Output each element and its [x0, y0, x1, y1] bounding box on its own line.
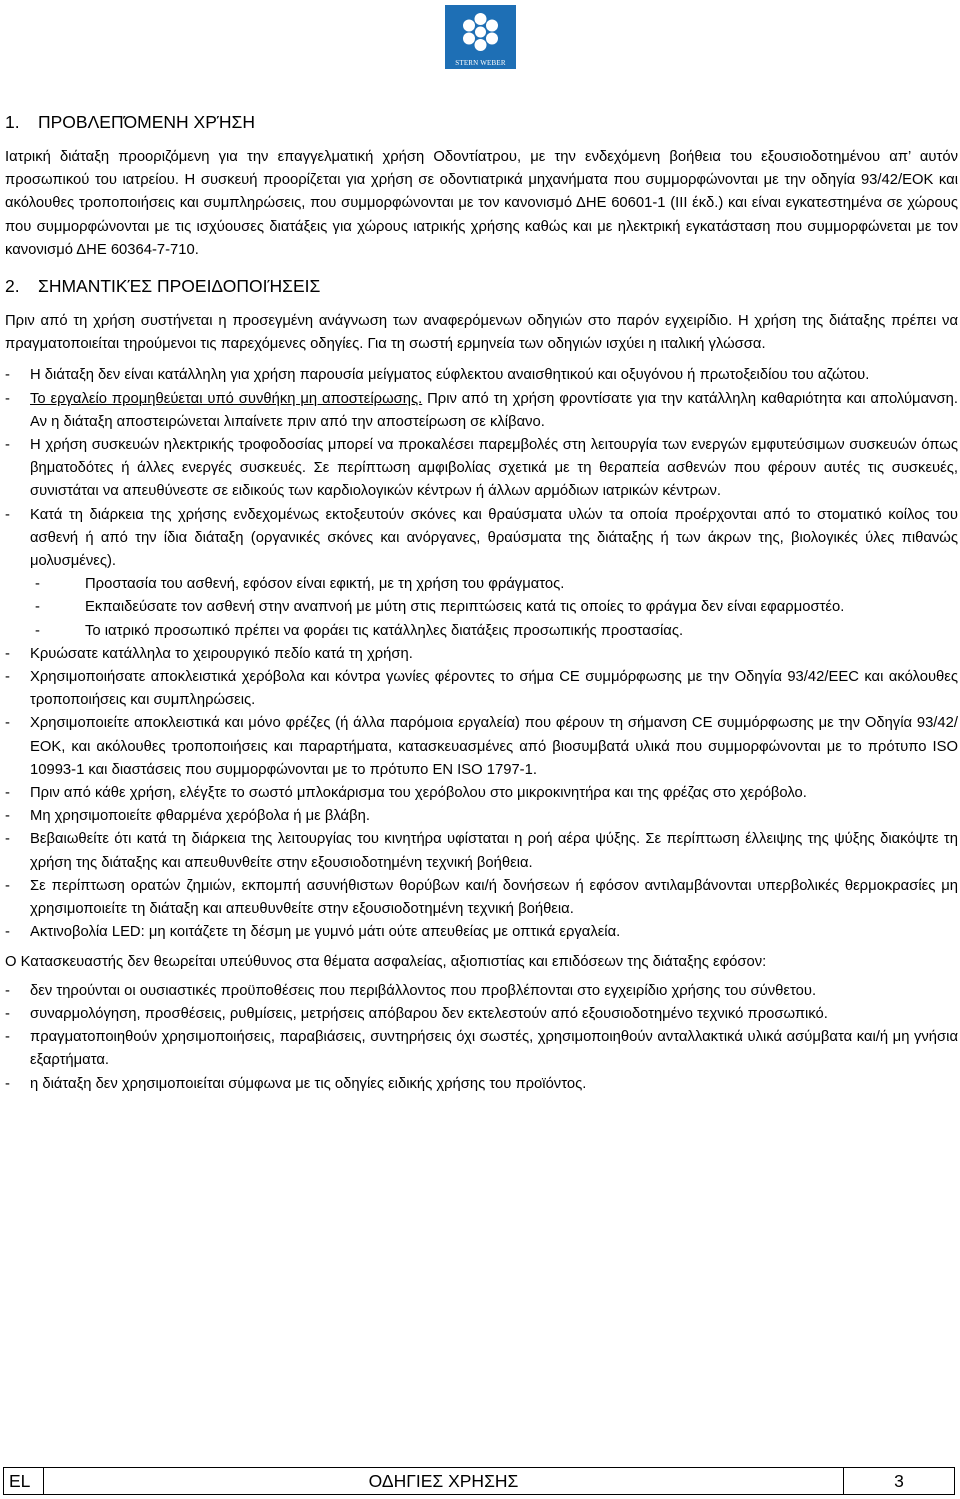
brand-name: STERN WEBER: [455, 59, 506, 67]
page-footer: [3, 1467, 955, 1495]
sub-list-item: - Προστασία του ασθενή, εφόσον είναι εφικτή, με τη χρήση του φράγματος.: [35, 576, 565, 593]
list-item: - Χρησιμοποιείτε αποκλειστικά και μόνο φρέζες (ή άλλα παρόμοια εργαλεία) που φέρουν τη σήμανση CE συμμόρφωσης με την Οδηγία 93/42/ΕΟΚ, και ακόλουθες τροποποιήσεις και παραρτήματα, κατασκευασμένες από βιοσυμβατά υλικά που συμμορφώνονται με το πρότυπο ISO 10993-1 και διαστάσεις που συμμορφώνονται με το πρότυπο EN ISO 1797-1.: [5, 715, 958, 778]
document-body: [5, 110, 958, 1096]
list-item: - δεν τηρούνται οι ουσιαστικές προϋποθέσεις που περιβάλλοντος που προβλέπονται στο εγχειρίδιο χρήσης του σύνθετου.: [5, 982, 817, 999]
list-item: - η διάταξη δεν χρησιμοποιείται σύμφωνα με τις οδηγίες ειδικής χρήσης του προϊόντος.: [5, 1075, 587, 1092]
list-item: - Χρησιμοποιήσατε αποκλειστικά χερόβολα και κόντρα γωνίες φέροντες το σήμα CE συμμόρφωσης με την Οδηγία 93/42/EEC και ακόλουθες τροποποιήσεις και συμπληρώσεις.: [5, 669, 958, 709]
list-item: - Πριν από κάθε χρήση, ελέγξτε το σωστό μπλοκάρισμα του χερόβολου στο μικροκινητήρα και της φρέζας στο χερόβολο.: [5, 785, 807, 802]
list-item: - Βεβαιωθείτε ότι κατά τη διάρκεια της λειτουργίας του κινητήρα υφίσταται η ροή αέρα ψύξης. Σε περίπτωση έλλειψης της ψύξης διακόψτε τη χρήση της διάταξης και απευθυνθείτε στην εξουσιοδοτημένη τεχνική βοήθεια.: [5, 831, 958, 871]
sub-list-item: - Εκπαιδεύσατε τον ασθενή στην αναπνοή με μύτη στις περιπτώσεις κατά τις οποίες το φράγμα δεν είναι εφαρμοστέο.: [35, 599, 845, 616]
footer-page-number: 3: [894, 1471, 904, 1491]
intended-use-paragraph: Ιατρική διάταξη προοριζόμενη για την επαγγελματική χρήση Οδοντίατρου, με την ενδεχόμενη βοήθεια του εξουσιοδοτημένου απ’ αυτόν προσωπικού του ιατρείου. Η συσκευή προορίζεται για χρήση σε οδοντιατρικά μηχανήματα που συμμορφώνονται με την οδηγία 93/42/ΕΟΚ και ακόλουθες τροποποιήσεις και συμπληρώσεις, που συμμορφώνονται με τον κανονισμό ΔΗΕ 60601-1 (III έκδ.) και είναι εγκατεστημένα σε χώρους που συμμορφώνονται με τις ισχύουσες διατάξεις για χώρους ιατρικής χρήσης καθώς και με ηλεκτρική εγκατάσταση που συμμορφώνεται με τον κανονισμό ΔΗΕ 60364-7-710.: [5, 149, 958, 258]
list-item: - Ακτινοβολία LED: μη κοιτάζετε τη δέσμη με γυμνό μάτι ούτε απευθείας με οπτικά εργαλεία.: [5, 924, 621, 941]
list-item: - συναρμολόγηση, προσθέσεις, ρυθμίσεις, μετρήσεις απόβαρου δεν εκτελεστούν από εξουσιοδοτημένο τεχνικό προσωπικό.: [5, 1005, 828, 1022]
list-item: - Κρυώσατε κατάλληλα το χειρουργικό πεδίο κατά τη χρήση.: [5, 645, 413, 662]
footer-title: ΟΔΗΓΙΕΣ ΧΡΗΣΗΣ: [44, 1468, 844, 1494]
stern-weber-flower-logo-icon: [445, 5, 516, 61]
brand-logo: [445, 5, 516, 69]
liability-intro-paragraph: Ο Κατασκευαστής δεν θεωρείται υπεύθυνος στα θέματα ασφαλείας, αξιοπιστίας και επιδόσεων της διάταξης εφόσον:: [5, 953, 767, 970]
footer-language: EL: [4, 1468, 44, 1494]
list-item: - Η χρήση συσκευών ηλεκτρικής τροφοδοσίας μπορεί να προκαλέσει παρεμβολές στη λειτουργία των ενεργών εμφυτεύσιμων συσκευών όπως βηματοδότες ή άλλες ενεργές συσκευές. Σε περίπτωση αμφιβολίας σχετικά με τη θεραπεία ασθενών που φέρουν αυτές τις συσκευές, συνιστάται να απευθύνεστε σε ειδικούς των καρδιολογικών κέντρων ή άλλων αρμόδιων ιατρικών κέντρων.: [5, 437, 958, 500]
section-heading-warnings: 2. ΣΗΜΑΝΤΙΚΈΣ ΠΡΟΕΙΔΟΠΟΙΉΣΕΙΣ: [5, 276, 321, 297]
section-heading-intended-use: 1. ΠΡΟΒΛΕΠΌΜΕΝΗ ΧΡΉΣΗ: [5, 112, 255, 132]
sub-list-item: - Το ιατρικό προσωπικό πρέπει να φοράει τις κατάλληλες διατάξεις προσωπικής προστασίας.: [35, 622, 684, 639]
list-item: - πραγματοποιηθούν χρησιμοποιήσεις, παραβιάσεις, συντηρήσεις όχι σωστές, χρησιμοποιηθούν ανταλλακτικά υλικά ασύμβατα και/ή μη γνήσια εξαρτήματα.: [5, 1029, 958, 1069]
list-item: - Σε περίπτωση ορατών ζημιών, εκπομπή ασυνήθιστων θορύβων και/ή δονήσεων ή εφόσον αντιλαμβάνονται υπερβολικές θερμοκρασίες μη χρησιμοποιείτε τη διάταξη και απευθυνθείτε στην εξουσιοδοτημένη τεχνική βοήθεια.: [5, 877, 958, 918]
list-item: - Μη χρησιμοποιείτε φθαρμένα χερόβολα ή με βλάβη.: [5, 808, 370, 825]
warnings-intro-paragraph: Πριν από τη χρήση συστήνεται η προσεγμένη ανάγνωση των αναφερόμενων οδηγιών στο παρόν εγχειρίδιο. Η χρήση της διάταξης πρέπει να πραγματοποιείται τηρούμενοι τις παρεχόμενες οδηγίες. Για τη σωστή ερμηνεία των οδηγιών ισχύει η ιταλική γλώσσα.: [5, 313, 958, 353]
list-item: - Το εργαλείο προμηθεύεται υπό συνθήκη μη αποστείρωσης. Πριν από τη χρήση φροντίσατε για την κατάλληλη καθαριότητα και απολύμανση. Αν η διάταξη αποστειρώνεται λιπαίνετε πριν από την αποστείρωση σε κλίβανο.: [5, 390, 958, 430]
list-item: - Η διάταξη δεν είναι κατάλληλη για χρήση παρουσία μείγματος εύφλεκτου αναισθητικού και οξυγόνου ή πρωτοξειδίου του αζώτου.: [5, 367, 870, 384]
list-item: - Κατά τη διάρκεια της χρήσης ενδεχομένως εκτοξευτούν σκόνες και θραύσματα υλών τα οποία προέρχονται από το στοματικό κοίλος του ασθενή ή από την ίδια διάταξη (οργανικές σκόνες και ανόργανες, θραύσματα της διάταξης ή των άκρων της, βιολογικές ύλες πιθανώς μολυσμένες).: [5, 506, 958, 570]
